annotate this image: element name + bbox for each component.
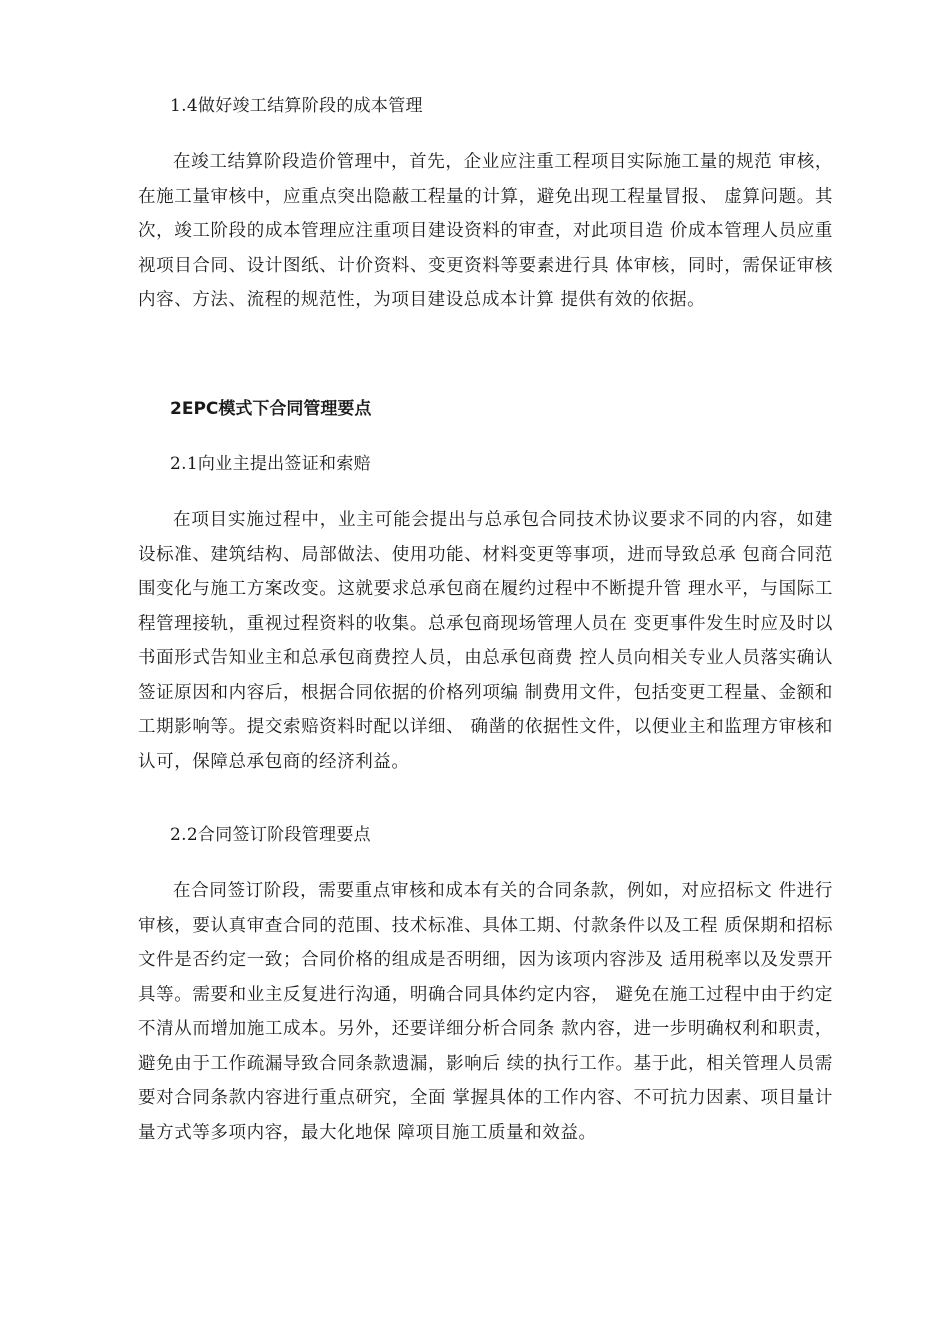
section-2-1-subheading: 2.1向业主提出签证和索赔: [170, 454, 371, 474]
section-2-2-paragraph: 在合同签订阶段，需要重点审核和成本有关的合同条款，例如，对应招标文 件进行审核，要认真审查合同的范围、技术标准、具体工期、付款条件以及工程 质保期和招标文件是否约定一致；合同价格的组成是否明细，因为该项内容涉及 适用税率以及发票开具等。需要和业主反复进行沟通，明确合同具体约定内容， 避免在施工过程中由于约定不清从而增加施工成本。另外，还要详细分析合同条 款内容，进一步明确权利和职责，避免由于工作疏漏导致合同条款遗漏，影响后 续的执行工作。基于此，相关管理人员需要对合同条款内容进行重点研究，全面 掌握具体的工作内容、不可抗力因素、项目量计量方式等多项内容，最大化地保 障项目施工质量和效益。: [138, 881, 833, 1143]
section-2-2-subheading: 2.2合同签订阶段管理要点: [170, 825, 371, 845]
section-1-4-subheading: 1.4做好竣工结算阶段的成本管理: [170, 96, 423, 116]
section-1-4-paragraph: 在竣工结算阶段造价管理中，首先，企业应注重工程项目实际施工量的规范 审核，在施工量审核中，应重点突出隐蔽工程量的计算，避免出现工程量冒报、 虚算问题。其次，竣工阶段的成本管理应注重项目建设资料的审查，对此项目造 价成本管理人员应重视项目合同、设计图纸、计价资料、变更资料等要素进行具 体审核，同时，需保证审核内容、方法、流程的规范性，为项目建设总成本计算 提供有效的依据。: [138, 152, 833, 310]
section-2-1-paragraph: 在项目实施过程中，业主可能会提出与总承包合同技术协议要求不同的内容，如建设标准、建筑结构、局部做法、使用功能、材料变更等事项，进而导致总承 包商合同范围变化与施工方案改变。这就要求总承包商在履约过程中不断提升管 理水平，与国际工程管理接轨，重视过程资料的收集。总承包商现场管理人员在 变更事件发生时应及时以书面形式告知业主和总承包商费控人员，由总承包商费 控人员向相关专业人员落实确认签证原因和内容后，根据合同依据的价格列项编 制费用文件，包括变更工程量、金额和工期影响等。提交索赔资料时配以详细、 确凿的依据性文件，以便业主和监理方审核和认可，保障总承包商的经济利益。: [138, 510, 833, 772]
chapter-2-heading: 2EPC模式下合同管理要点: [170, 399, 372, 419]
